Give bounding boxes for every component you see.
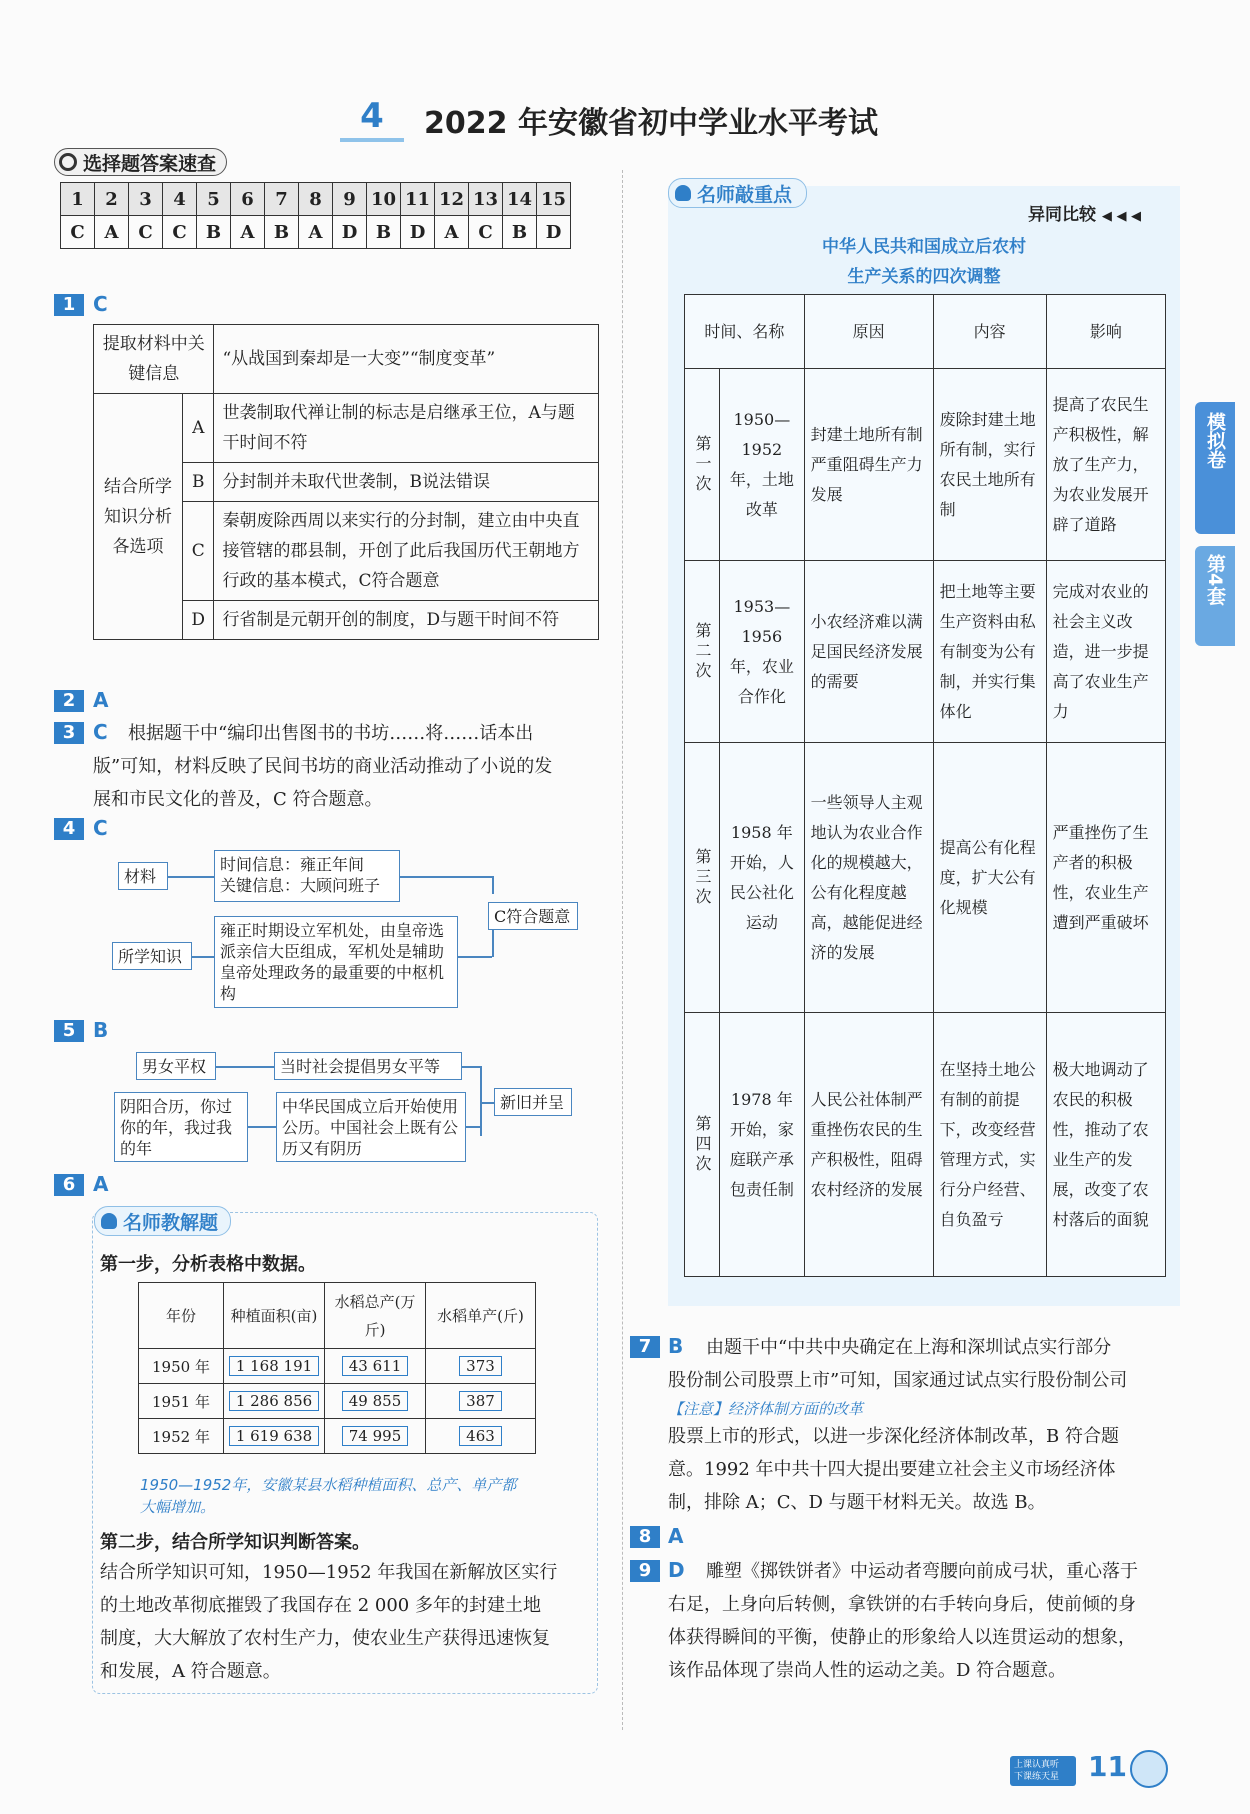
- paper-title: 2022 年安徽省初中学业水平考试: [424, 106, 878, 141]
- q3-line1: 根据题干中“编印出售图书的书坊……将……话本出: [128, 723, 534, 744]
- q4-number: 4: [54, 818, 84, 840]
- q8-number: 8: [630, 1526, 660, 1548]
- compare-tag: 异同比较 ◀ ◀ ◀: [1028, 205, 1141, 225]
- q6-section-title: 名师教解题: [94, 1206, 231, 1236]
- q2-answer: A: [93, 688, 109, 712]
- page-header: [340, 96, 940, 146]
- q5-answer: B: [93, 1018, 109, 1042]
- comparison-row-3: 第三次 1958 年开始，人民公社化运动 一些领导人主观地认为农业合作化的规模越大，公有化程度越高，越能促进经济的发展 提高公有化程度，扩大公有化规模 严重挫伤了生产者的积极性，农业生产遭到严重破坏: [685, 743, 1166, 1013]
- footer-slogan: 上课认真听 下课练天星: [1010, 1756, 1076, 1786]
- q6-answer: A: [93, 1172, 109, 1196]
- q4-result-box: C符合题意: [488, 902, 578, 930]
- triangle-arrows-icon: ◀ ◀ ◀: [1101, 209, 1141, 224]
- q1-number: 1: [54, 294, 84, 316]
- compare-title-line2: 生产关系的四次调整: [847, 267, 1001, 287]
- q1-option-d: 行省制是元朝开创的制度，D与题干时间不符: [214, 601, 599, 640]
- answer-key-answers: C A C C B A B A D B D A C B D: [61, 216, 571, 249]
- q6-step2: 第二步，结合所学知识判断答案。: [100, 1532, 370, 1553]
- q4-knowledge-text: 雍正时期设立军机处，由皇帝选派亲信大臣组成，军机处是辅助皇帝处理政务的最重要的中枢机构: [214, 916, 458, 1008]
- q6-number: 6: [54, 1174, 84, 1196]
- q1-key-info: “从战国到秦却是一大变”“制度变革”: [214, 325, 599, 394]
- answer-key-table: [60, 182, 571, 249]
- answer-key-numbers: 1 2 3 4 5 6 7 8 9 10 11 12 13 14 15: [61, 183, 571, 216]
- compare-title-line1: 中华人民共和国成立后农村: [822, 237, 1026, 257]
- q5-box3: 阴阳合历，你过你的年，我过我的年: [114, 1092, 248, 1162]
- q1-option-c: 秦朝废除西周以来实行的分封制，建立由中央直接管辖的郡县制，开创了此后我国历代王朝地方行政的基本模式，C符合题意: [214, 502, 599, 601]
- q3-number: 3: [54, 722, 84, 744]
- teacher-icon: [675, 185, 691, 201]
- q7-answer: B: [668, 1334, 684, 1358]
- q1-option-b: 分封制并未取代世袭制，B说法错误: [214, 463, 599, 502]
- q6-data-table: 年份 种植面积(亩) 水稻总产(万斤) 水稻单产(斤) 1950 年 1 168 191 43 611 373 1951 年 1 286 856 49 855 387 1952 年 1 619 638 74 995 463: [138, 1282, 536, 1454]
- side-tab-mock-exam[interactable]: 模拟卷: [1195, 402, 1235, 534]
- q5-result: 新旧并呈: [494, 1088, 572, 1116]
- q5-box2: 当时社会提倡男女平等: [274, 1052, 462, 1080]
- q1-group-label: 结合所学知识分析各选项: [94, 394, 183, 640]
- q3-line3: 展和市民文化的普及，C 符合题意。: [93, 789, 383, 810]
- comparison-row-2: 第二次 1953—1956 年，农业合作化 小农经济难以满足国民经济发展的需要 把土地等主要生产资料由私有制变为公有制，并实行集体化 完成对农业的社会主义改造，进一步提高了农业生产力: [685, 561, 1166, 743]
- q3-answer: C: [93, 720, 108, 744]
- comparison-row-1: 第一次 1950—1952 年，土地改革 封建土地所有制严重阻碍生产力发展 废除封建土地所有制，实行农民土地所有制 提高了农民生产积极性，解放了生产力，为农业发展开辟了道路: [685, 369, 1166, 561]
- q5-number: 5: [54, 1020, 84, 1042]
- q4-answer: C: [93, 816, 108, 840]
- q5-box1: 男女平权: [136, 1052, 216, 1080]
- target-icon: [59, 153, 77, 171]
- q2-number: 2: [54, 690, 84, 712]
- mascot-icon: [1130, 1750, 1168, 1788]
- q1-option-a: 世袭制取代禅让制的标志是启继承王位，A与题干时间不符: [214, 394, 599, 463]
- q8-answer: A: [668, 1524, 684, 1548]
- page-number: 11: [1088, 1750, 1127, 1783]
- key-points-title: 名师敲重点: [668, 178, 807, 208]
- comparison-table: 时间、名称 原因 内容 影响 第一次 1950—1952 年，土地改革 封建土地所有制严重阻碍生产力发展 废除封建土地所有制，实行农民土地所有制 提高了农民生产积极性，解放了生产力，为农业发展开辟了道路 第二次 1953—1956 年，农业合作化 小农经济难以满足国民经济发展的需要 把土地等主要生产资料由私有制变为公有制，并实行集体化 完成对农业的社会主义改造，进一步提高了农业生产力 第三次 1958 年开始，人民公社化运动 一些领导人主观地认为农业合作化的规模越大，公有化程度越高，越能促进经济的发展 提高公有化程度，扩大公有化规模 严重挫伤了生产者的积极性，农业生产遭到严重破坏 第四次 1978 年开始，家庭联产承包责任制 人民公社体制严重挫伤农民的生产积极性，阻碍农村经济的发展 在坚持土地公有制的前提下，改变经营管理方式，实行分户经营、自负盈亏 极大地调动了农民的积极性，推动了农业生产的发展，改变了农村落后的面貌: [684, 294, 1166, 1277]
- q1-analysis-table: 提取材料中关键信息 “从战国到秦却是一大变”“制度变革” 结合所学知识分析各选项 A 世袭制取代禅让制的标志是启继承王位，A与题干时间不符 B 分封制并未取代世袭制，B说法错误 C 秦朝废除西周以来实行的分封制，建立由中央直接管辖的郡县制，开创了此后我国历代王朝地方行政的基本模式，C符合题意 D 行省制是元朝开创的制度，D与题干时间不符: [93, 324, 599, 640]
- q9-answer: D: [668, 1558, 685, 1582]
- q6-note-line1: 1950—1952年，安徽某县水稻种植面积、总产、单产都: [140, 1476, 517, 1494]
- q4-knowledge-box: 所学知识: [112, 942, 192, 970]
- paper-number: 4: [340, 96, 404, 142]
- q4-info-box: 时间信息：雍正年间 关键信息：大顾问班子: [214, 850, 400, 902]
- q1-answer: C: [93, 292, 108, 316]
- q1-key-info-label: 提取材料中关键信息: [94, 325, 214, 394]
- q5-box4: 中华民国成立后开始使用公历。中国社会上既有公历又有阴历: [276, 1092, 466, 1162]
- q3-line2: 版”可知，材料反映了民间书坊的商业活动推动了小说的发: [93, 756, 553, 777]
- q6-note-line2: 大幅增加。: [140, 1498, 216, 1516]
- teacher-icon: [101, 1213, 117, 1229]
- q4-material-box: 材料: [118, 862, 168, 890]
- page: 4 2022 年安徽省初中学业水平考试 选择题答案速查 1 2 3 4 5 6 7 8 9 10 11 12 13 14 15 C A C C B A B A D B D A C B D 1 C 提取材料中关键信息 “从战国到秦却是一大变”“制度变革” 结合所学知识分析各选项 A 世袭制取代禅让制的标志是启继承王位，A与题干时间不符 B 分封制并未取代世袭制，B说法错误 C 秦朝废除西周以来实行的分封制，建立由中央直接管辖的郡县制，开创了此后我国历代王朝地方行政的基本模式，C符合题意 D 行省制是元朝开创的制度，D与题干时间不符 2 A 3 C 根据题干中“编印出售图书的书坊……将……话本出 版”可知，材料反映了民间书坊的商业活动推动了小说的发 展和市民文化的普及，C 符合题意。 4 C 材料 时间信息：雍正年间 关键信息：大顾问班子 所学知识 雍正时期设立军机处，由皇帝选派亲信大臣组成，军机处是辅助皇帝处理政务的最重要的中枢机构 C符合题意 5 B 男女平权 当时社会提倡男女平等 阴阳合历，你过你的年，我过我的年 中华民国成立后开始使用公历。中国社会上既有公历又有阴历 新旧并呈 6 A 名师教解题 第一步，分析表格中数据。 年份 种植面积(亩) 水稻总产(万斤) 水稻单产(斤) 1950 年 1 168 191 43 611 373 1951 年 1 286 856 49 855 387 1952 年 1 619 638 74 995 463 1950—1952年，安徽某县水稻种植面积、总产、单产都 大幅增加。 第二步，结合所学知识判断答案。 结合所学知识可知，1950—1952 年我国在新解放区实行 的土地改革彻底摧毁了我国存在 2 000 多年的封建土地 制度，大大解放了农村生产力，使农业生产获得迅速恢复 和发展，A 符合题意。 名师敲重点 异同比较 ◀ ◀ ◀ 中华人民共和国成立后农村 生产关系的四次调整 时间、名称 原因 内容 影响 第一次 1950—1952 年，土地改革 封建土地所有制严重阻碍生产力发展 废除封建土地所有制，实行农民土地所有制 提高了农民生产积极性，解放了生产力，为农业发展开辟了道路 第二次 1953—1956 年，农业合作化 小农经济难以满足国民经济发展的需要 把土地等主要生产资料由私有制变为公有制，并实行集体化 完成对农业的社会主义改造，进一步提高了农业生产力 第三次 1958 年开始，人民公社化运动 一些领导人主观地认为农业合作化的规模越大，公有化程度越高，越能促进经济的发展 提高公有化程度，扩大公有化规模 严重挫伤了生产者的积极性，农业生产遭到严重破坏 第四次 1978 年开始，家庭联产承包责任制 人民公社体制严重挫伤农民的生产积极性，阻碍农村经济的发展 在坚持土地公有制的前提下，改变经营管理方式，实行分户经营、自负盈亏 极大地调动了农民的积极性，推动了农业生产的发展，改变了农村落后的面貌 7 B 由题干中“中共中央确定在上海和深圳试点实行部分 股份制公司股票上市”可知，国家通过试点实行股份制公司 【注意】经济体制方面的改革 股票上市的形式，以进一步深化经济体制改革，B 符合题 意。1992 年中共十四大提出要建立社会主义市场经济体 制，排除 A；C、D 与题干材料无关。故选 B。 8 A 9 D 雕塑《掷铁饼者》中运动者弯腰向前成弓状，重心落于 右足，上身向后转侧，拿铁饼的右手转向身后，使前倾的身 体获得瞬间的平衡，使静止的形象给人以连贯运动的想象， 该作品体现了崇尚人性的运动之美。D 符合题意。 模拟卷 第4套 上课认真听 下课练天星 11: [0, 0, 1250, 1814]
- column-divider: [622, 170, 623, 1730]
- comparison-row-4: 第四次 1978 年开始，家庭联产承包责任制 人民公社体制严重挫伤农民的生产积极性，阻碍农村经济的发展 在坚持土地公有制的前提下，改变经营管理方式，实行分户经营、自负盈亏 极大地调动了农民的积极性，推动了农业生产的发展，改变了农村落后的面貌: [685, 1013, 1166, 1277]
- answer-key-title: 选择题答案速查: [54, 148, 227, 176]
- q9-number: 9: [630, 1560, 660, 1582]
- q7-note: 【注意】经济体制方面的改革: [668, 1400, 864, 1418]
- side-tab-set-4[interactable]: 第4套: [1195, 546, 1235, 646]
- q6-step1: 第一步，分析表格中数据。: [100, 1254, 316, 1275]
- q7-number: 7: [630, 1336, 660, 1358]
- page-footer: [1010, 1750, 1175, 1790]
